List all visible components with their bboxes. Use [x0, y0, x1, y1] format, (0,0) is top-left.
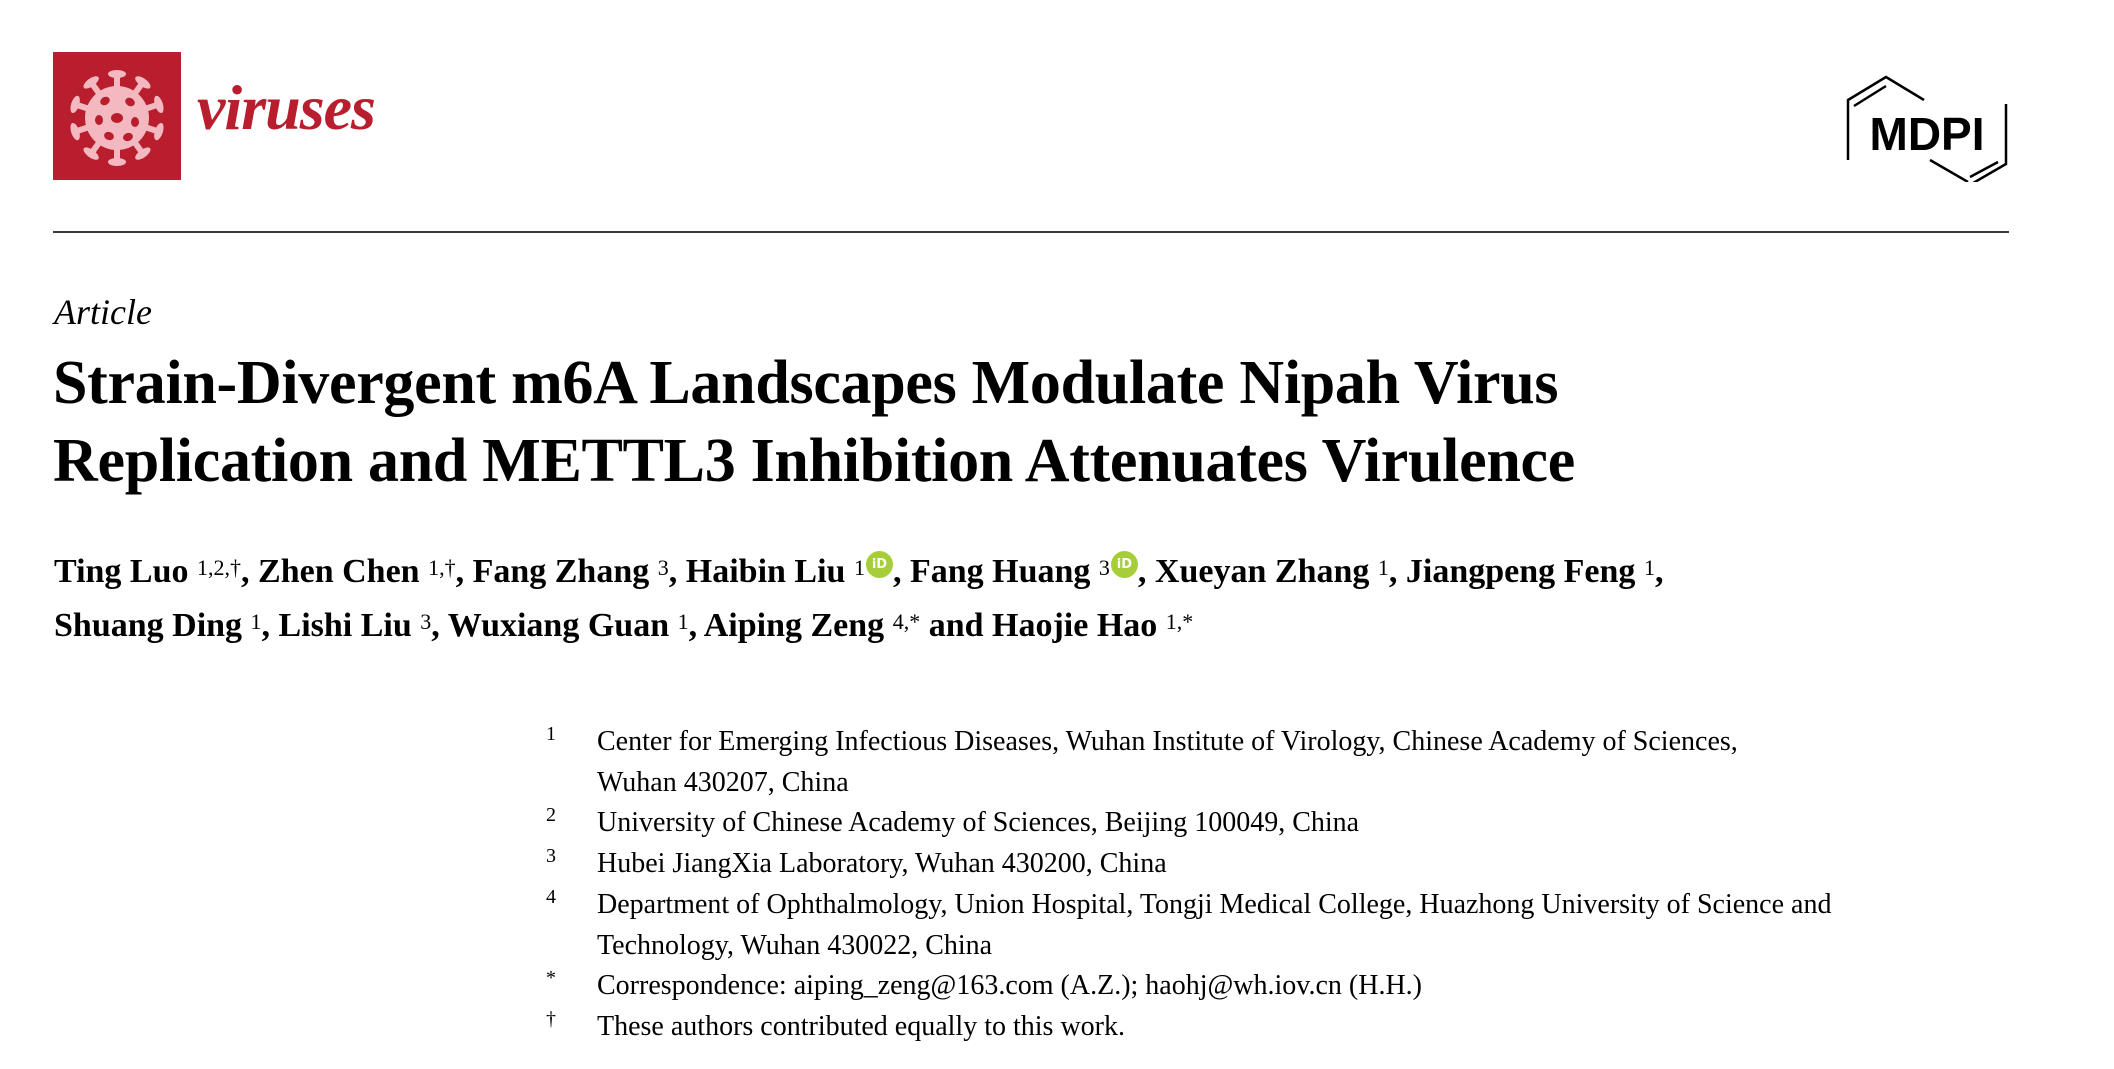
equal-contribution-note [546, 1007, 2046, 1048]
author-name[interactable]: Haojie Hao [992, 607, 1158, 644]
affiliation-marker: 4 [546, 885, 556, 908]
affiliation-item [546, 722, 2046, 803]
author-name[interactable]: Lishi Liu [278, 607, 412, 644]
journal-logo [53, 52, 181, 180]
affiliation-text: University of Chinese Academy of Sciences, Beijing 100049, China [597, 807, 1360, 839]
virus-icon [53, 52, 181, 180]
affiliation-marker: 1 [546, 723, 556, 745]
affiliation-item [546, 844, 2046, 885]
orcid-icon[interactable]: iD [1111, 551, 1138, 578]
affiliation-marker: * [546, 967, 556, 990]
author-name[interactable]: Ting Luo [54, 553, 189, 590]
affiliation-text: Center for Emerging Infectious Diseases, Wuhan Institute of Virology, Chinese Academy of Sciences, [597, 726, 1738, 757]
author-affiliation-marker: 1 [1377, 555, 1389, 580]
affiliation-list [546, 722, 2046, 1048]
author-affiliation-marker: 3 [1098, 555, 1110, 580]
publisher-logo-text: MDPI [1869, 108, 1985, 160]
correspondence-text[interactable]: Correspondence: aiping_zeng@163.com (A.Z.); haohj@wh.iov.cn (H.H.) [597, 970, 1422, 1002]
note-text: These authors contributed equally to this work. [597, 1010, 1125, 1042]
orcid-icon[interactable]: iD [866, 551, 893, 578]
author-affiliation-marker: 1,2,† [197, 555, 242, 580]
author-line-2: Shuang Ding $^1$, Lishi Liu $^3$, Wuxiang Guan $^1$, Aiping Zeng $^{4,*}$ and Haojie Hao $^{1,*}$ [54, 607, 1194, 644]
author-affiliation-marker: 1 [250, 609, 262, 634]
affiliation-marker: 2 [546, 804, 556, 827]
author-affiliation-marker: 1 [677, 609, 689, 634]
mdpi-hexagon-icon [1846, 74, 2008, 182]
author-affiliation-marker: 3 [657, 555, 669, 580]
article-type: Article [54, 292, 152, 332]
author-name[interactable]: Aiping Zeng [703, 607, 885, 644]
author-name[interactable]: Fang Huang [909, 553, 1091, 590]
affiliation-text: Department of Ophthalmology, Union Hospital, Tongji Medical College, Huazhong University of Science and [597, 888, 1832, 920]
author-name[interactable]: Zhen Chen [258, 553, 420, 590]
author-affiliation-marker: 4,* [892, 609, 921, 634]
paper-title [53, 344, 2013, 500]
publisher-logo [1846, 74, 2008, 182]
author-list [54, 545, 2054, 653]
author-affiliation-marker: 3 [420, 609, 432, 634]
affiliation-marker: 3 [546, 845, 556, 868]
author-line-1: Ting Luo $^{1,2,\dagger}$, Zhen Chen $^{1,\dagger}$, Fang Zhang $^3$, Haibin Liu $^1$ iD , Fang Huang $^3$ iD , Xueyan Zhang $^1$, Jiangpeng Feng $^1$, [54, 553, 1664, 590]
title-line-2: Replication and METTL3 Inhibition Attenuates Virulence [53, 427, 1575, 495]
affiliation-item [546, 885, 2046, 966]
affiliation-text: Wuhan 430207, China [597, 766, 849, 798]
author-affiliation-marker: 1 [853, 555, 865, 580]
title-line-1: Strain-Divergent m6A Landscapes Modulate Nipah Virus [53, 349, 1559, 417]
author-affiliation-marker: 1,* [1165, 609, 1194, 634]
author-name[interactable]: Wuxiang Guan [447, 607, 670, 644]
author-name[interactable]: Jiangpeng Feng [1405, 553, 1636, 590]
correspondence-item [546, 966, 2046, 1007]
author-affiliation-marker: 1 [1643, 555, 1655, 580]
affiliation-item [546, 803, 2046, 844]
affiliation-text: Hubei JiangXia Laboratory, Wuhan 430200, China [597, 848, 1167, 880]
header-divider [53, 231, 2009, 233]
affiliation-text: Technology, Wuhan 430022, China [597, 929, 993, 961]
author-name[interactable]: Haibin Liu [685, 553, 846, 590]
author-affiliation-marker: 1,† [428, 555, 456, 580]
affiliation-marker: † [546, 1007, 556, 1030]
author-name[interactable]: Xueyan Zhang [1154, 553, 1370, 590]
journal-name: viruses [197, 72, 375, 143]
author-name[interactable]: Fang Zhang [472, 553, 650, 590]
author-name[interactable]: Shuang Ding [54, 607, 243, 644]
